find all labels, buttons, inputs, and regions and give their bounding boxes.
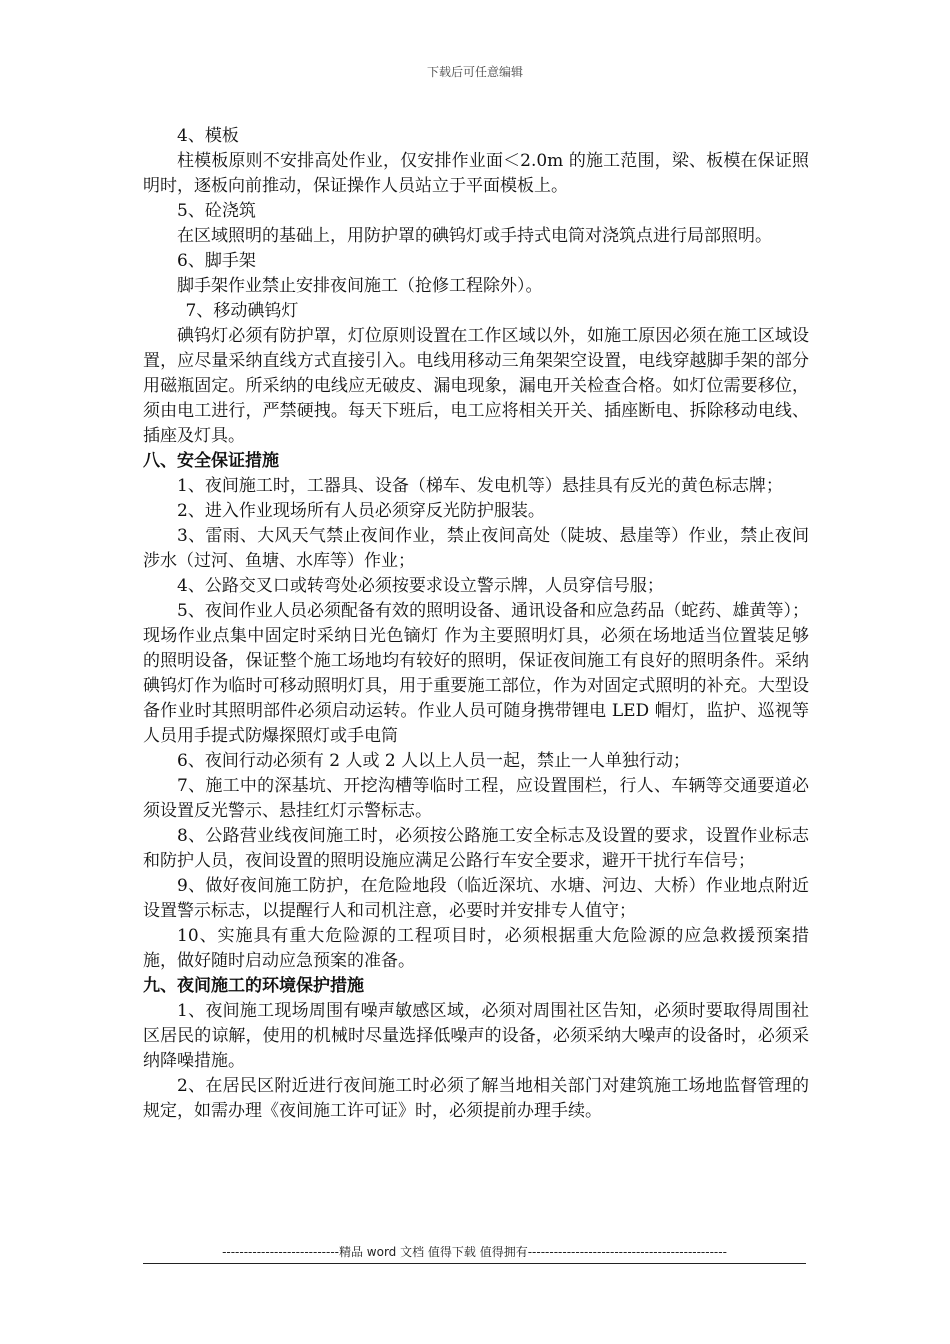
list-item: 8、公路营业线夜间施工时，必须按公路施工安全标志及设置的要求，设置作业标志和防护人员，夜间设置的照明设施应满足公路行车安全要求，避开干扰行车信号； <box>143 826 809 871</box>
list-item: 1、夜间施工现场周围有噪声敏感区域，必须对周围社区告知，必须时要取得周围社区居民的谅解，使用的机械时尽量选择低噪声的设备，必须采纳大噪声的设备时，必须采纳降噪措施。 <box>143 1001 809 1071</box>
chapter-heading: 九、夜间施工的环境保护措施 <box>143 976 364 996</box>
page-header: 下载后可任意编辑 <box>426 65 523 79</box>
list-item: 6、夜间行动必须有 2 人或 2 人以上人员一起，禁止一人单独行动； <box>177 751 691 771</box>
chapter-heading: 八、安全保证措施 <box>143 451 279 471</box>
list-item: 1、夜间施工时，工器具、设备（梯车、发电机等）悬挂具有反光的黄色标志牌； <box>177 476 783 496</box>
section-heading: 5、砼浇筑 <box>177 201 256 221</box>
list-item: 7、施工中的深基坑、开挖沟槽等临时工程，应设置围栏，行人、车辆等交通要道必须设置反光警示、悬挂红灯示警标志。 <box>143 776 809 821</box>
paragraph: 柱模板原则不安排高处作业，仅安排作业面＜2.0m 的施工范围，梁、板模在保证照明时，逐板向前推动，保证操作人员站立于平面模板上。 <box>143 151 809 196</box>
section-heading: 4、模板 <box>177 126 239 146</box>
list-item: 5、夜间作业人员必须配备有效的照明设备、通讯设备和应急药品（蛇药、雄黄等）；现场作业点集中固定时采纳日光色镝灯 作为主要照明灯具，必须在场地适当位置装足够的照明设备，保证整个施工场地均有较好的照明，保证夜间施工有良好的照明条件。采纳碘钨灯作为临时可移动照明灯具，用于重要施工部位，作为对固定式照明的补充。大型设备作业时其照明部件必须启动运转。作业人员可随身携带锂电 LED 帽灯，监护、巡视等人员用手提式防爆探照灯或手电筒 <box>143 601 809 746</box>
section-heading: 7、移动碘钨灯 <box>185 301 299 321</box>
section-heading: 6、脚手架 <box>177 251 256 271</box>
page-footer: ---------------------------精品 word 文档 值得下载 值得拥有---------------------------------------------- <box>222 1245 727 1259</box>
list-item: 10、实施具有重大危险源的工程项目时，必须根据重大危险源的应急救援预案措施，做好随时启动应急预案的准备。 <box>143 926 809 971</box>
list-item: 9、做好夜间施工防护，在危险地段（临近深坑、水塘、河边、大桥）作业地点附近设置警示标志，以提醒行人和司机注意，必要时并安排专人值守； <box>143 876 809 921</box>
paragraph: 在区域照明的基础上，用防护罩的碘钨灯或手持式电筒对浇筑点进行局部照明。 <box>177 226 772 246</box>
list-item: 4、公路交叉口或转弯处必须按要求设立警示牌，人员穿信号服； <box>177 576 664 596</box>
footer-divider <box>143 1263 806 1264</box>
paragraph: 脚手架作业禁止安排夜间施工（抢修工程除外）。 <box>177 276 543 296</box>
list-item: 2、在居民区附近进行夜间施工时必须了解当地相关部门对建筑施工场地监督管理的规定，如需办理《夜间施工许可证》时，必须提前办理手续。 <box>143 1076 809 1121</box>
list-item: 2、进入作业现场所有人员必须穿反光防护服装。 <box>177 501 545 521</box>
document-body <box>143 124 809 1124</box>
list-item: 3、雷雨、大风天气禁止夜间作业，禁止夜间高处（陡坡、悬崖等）作业，禁止夜间涉水（过河、鱼塘、水库等）作业； <box>143 526 809 571</box>
paragraph: 碘钨灯必须有防护罩，灯位原则设置在工作区域以外，如施工原因必须在施工区域设置，应尽量采纳直线方式直接引入。电线用移动三角架架空设置，电线穿越脚手架的部分用磁瓶固定。所采纳的电线应无破皮、漏电现象，漏电开关检查合格。如灯位需要移位，须由电工进行，严禁硬拽。每天下班后，电工应将相关开关、插座断电、拆除移动电线、插座及灯具。 <box>143 326 809 446</box>
